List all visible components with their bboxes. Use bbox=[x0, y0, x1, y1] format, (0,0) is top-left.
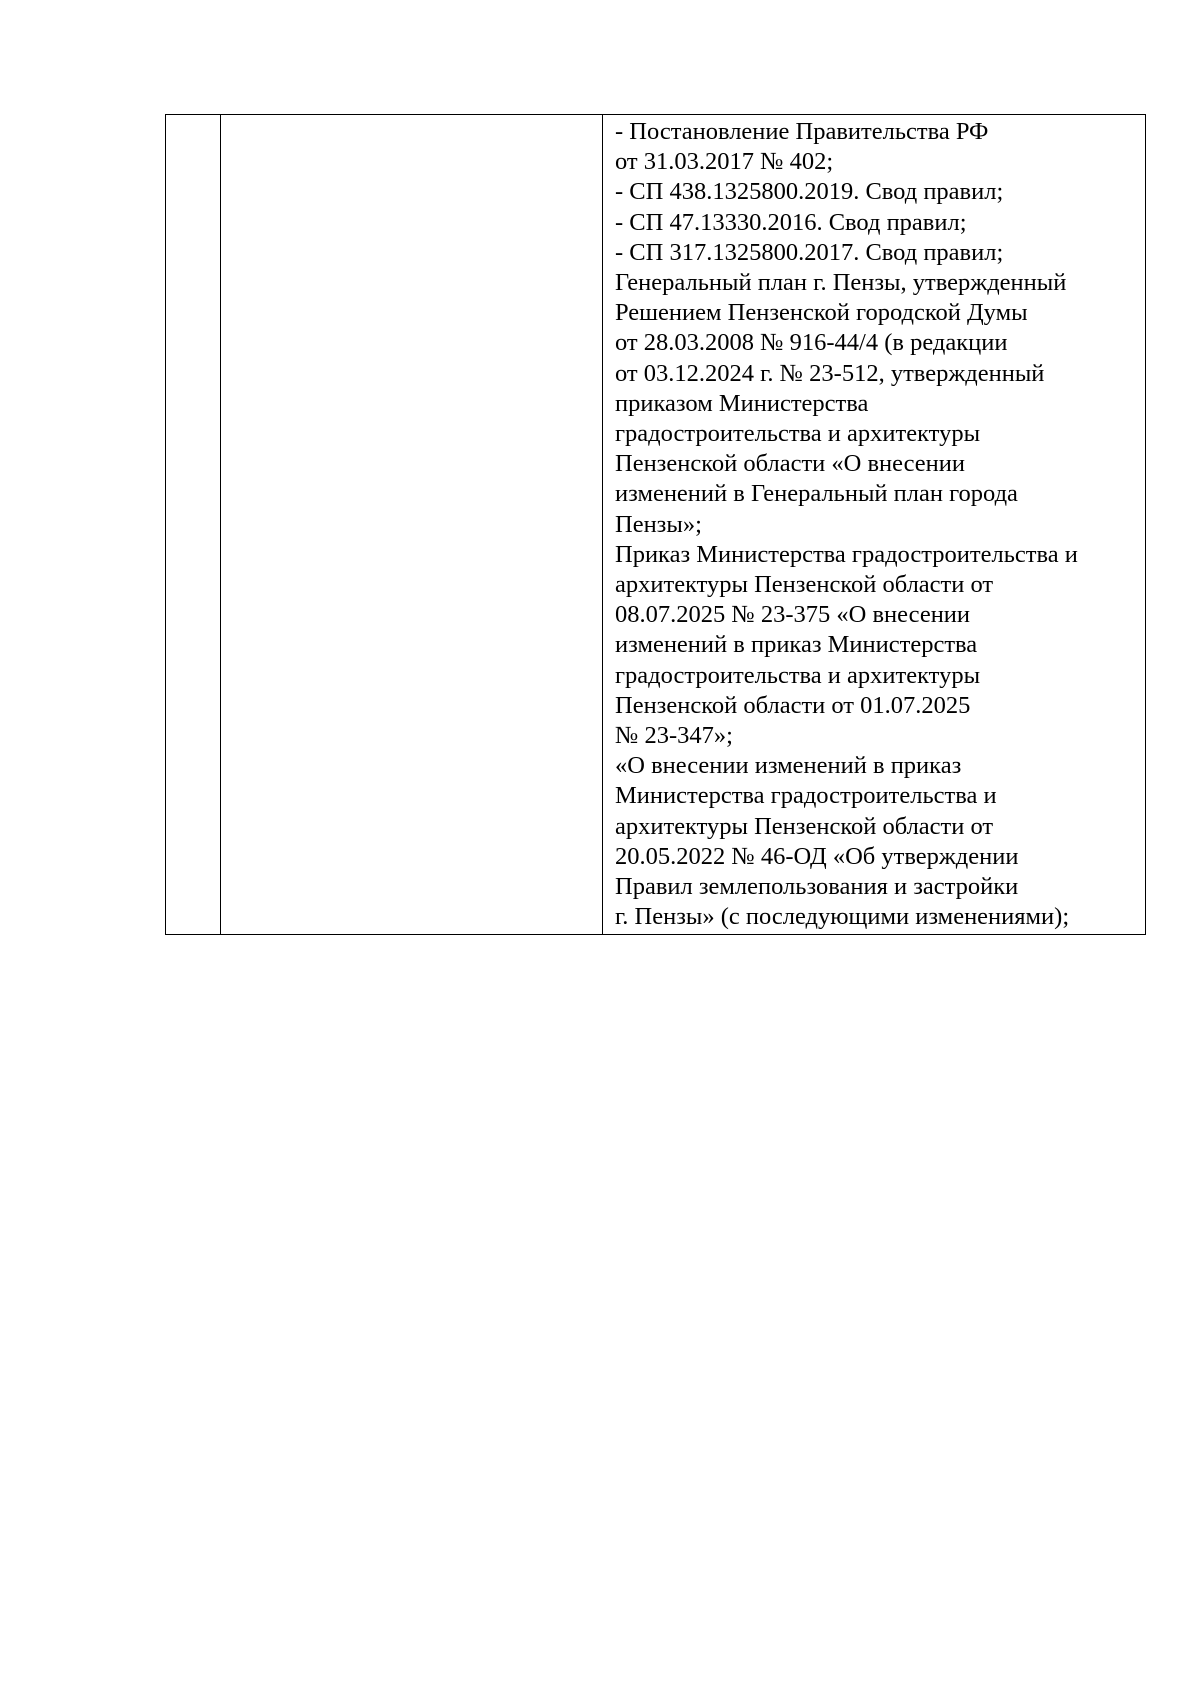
legal-basis-cell bbox=[603, 115, 1146, 935]
row-name-cell bbox=[221, 115, 603, 935]
basis-line: Министерства градостроительства и bbox=[615, 782, 997, 810]
basis-line: приказом Министерства bbox=[615, 389, 869, 417]
basis-line: изменений в Генеральный план города bbox=[615, 480, 1018, 508]
basis-line: г. Пензы» (с последующими изменениями); bbox=[615, 903, 1070, 931]
basis-line: градостроительства и архитектуры bbox=[615, 661, 981, 689]
basis-line: архитектуры Пензенской области от bbox=[615, 571, 994, 599]
basis-line: от 31.03.2017 № 402; bbox=[615, 148, 834, 176]
basis-line: от 28.03.2008 № 916-44/4 (в редакции bbox=[615, 329, 1008, 357]
basis-line: изменений в приказ Министерства bbox=[615, 631, 978, 659]
basis-line: 20.05.2022 № 46-ОД «Об утверждении bbox=[615, 842, 1019, 870]
basis-line: Приказ Министерства градостроительства и bbox=[615, 540, 1078, 568]
basis-line: - СП 47.13330.2016. Свод правил; bbox=[615, 208, 967, 236]
basis-line: архитектуры Пензенской области от bbox=[615, 812, 994, 840]
basis-line: от 03.12.2024 г. № 23-512, утвержденный bbox=[615, 359, 1045, 387]
basis-line: Генеральный план г. Пензы, утвержденный bbox=[615, 269, 1067, 297]
basis-line: Решением Пензенской городской Думы bbox=[615, 299, 1028, 327]
basis-line: Пензенской области от 01.07.2025 bbox=[615, 691, 971, 719]
table-row bbox=[166, 115, 1146, 935]
basis-line: градостроительства и архитектуры bbox=[615, 420, 981, 448]
basis-line: Правил землепользования и застройки bbox=[615, 873, 1019, 901]
basis-line: - Постановление Правительства РФ bbox=[615, 118, 989, 145]
basis-line: «О внесении изменений в приказ bbox=[615, 752, 962, 780]
document-table bbox=[165, 114, 1146, 935]
basis-line: - СП 317.1325800.2017. Свод правил; bbox=[615, 238, 1004, 266]
basis-line: Пензы»; bbox=[615, 510, 702, 538]
basis-line: № 23-347»; bbox=[615, 722, 733, 750]
basis-line: 08.07.2025 № 23-375 «О внесении bbox=[615, 601, 971, 629]
row-number-cell bbox=[166, 115, 221, 935]
basis-line: - СП 438.1325800.2019. Свод правил; bbox=[615, 178, 1004, 206]
basis-line: Пензенской области «О внесении bbox=[615, 450, 965, 478]
